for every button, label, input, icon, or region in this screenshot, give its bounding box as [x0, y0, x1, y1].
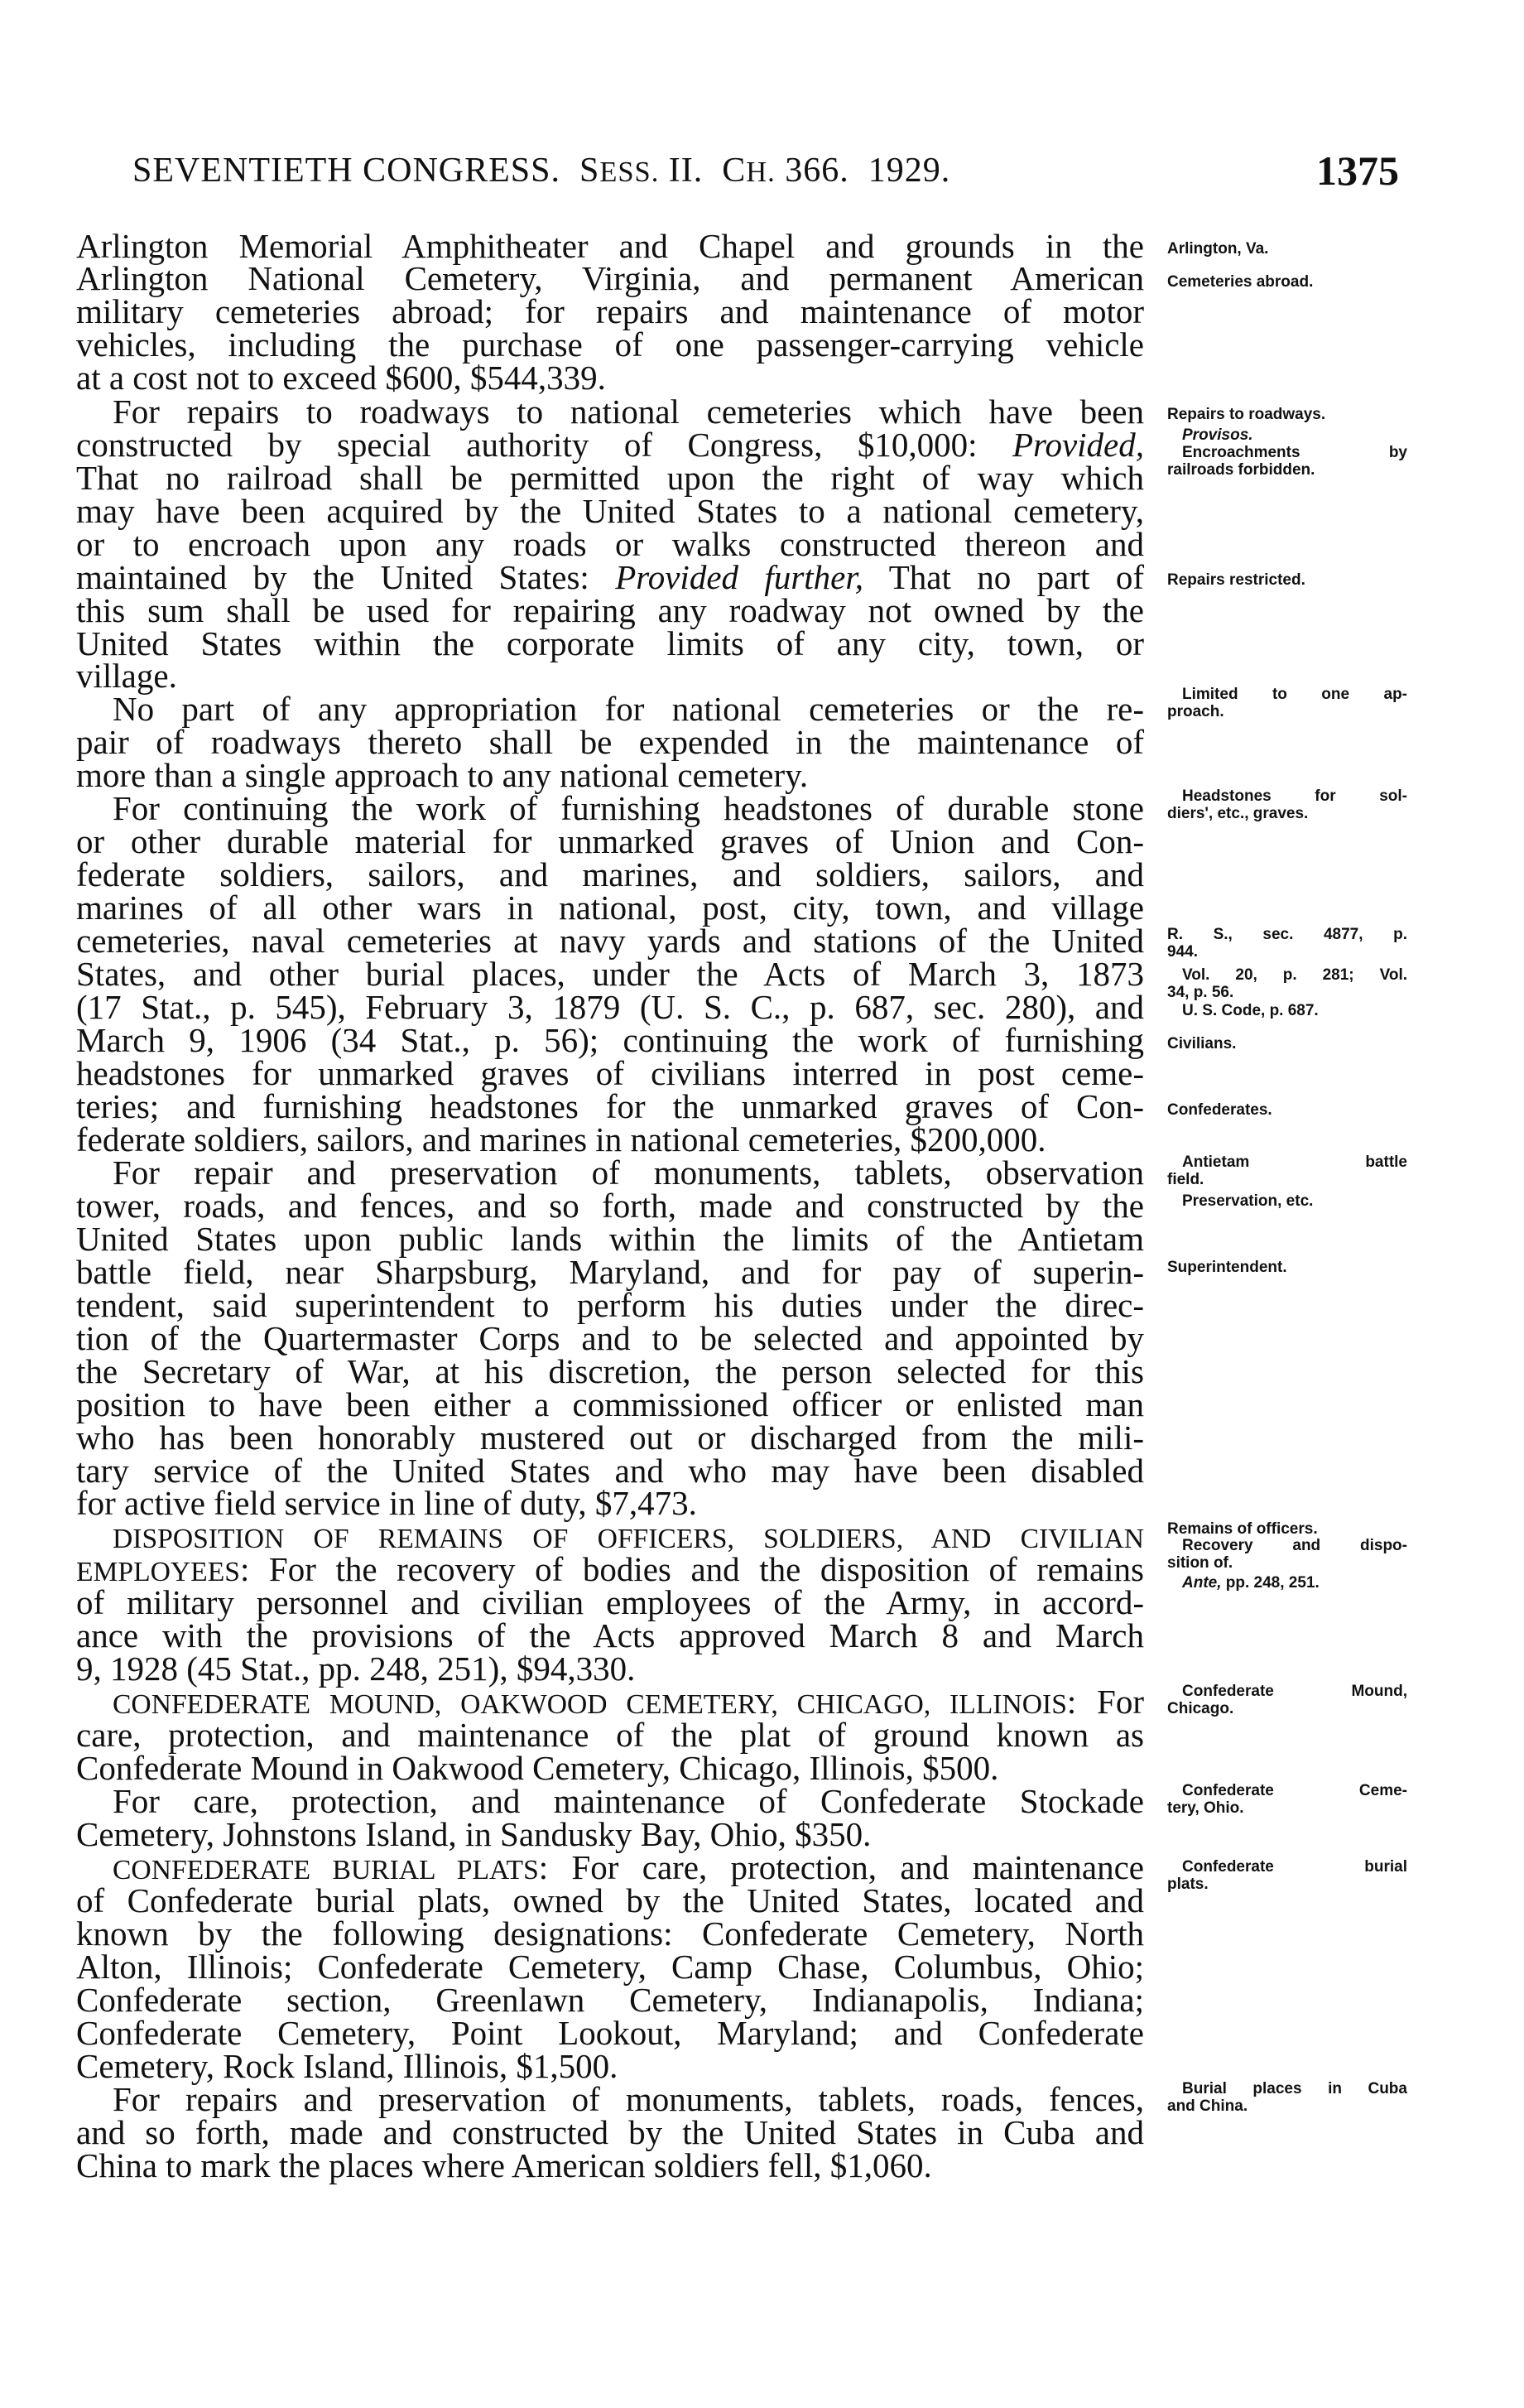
- text-line: Arlington Memorial Amphitheater and Chapel and grounds in the: [76, 227, 1144, 265]
- header-citation: [132, 146, 950, 197]
- text-line: and so forth, made and constructed by the United States in Cuba and: [76, 2113, 1144, 2151]
- text-line: CONFEDERATE MOUND, OAKWOOD CEMETERY, CHICAGO, ILLINOIS: For: [113, 1683, 1144, 1721]
- text-line: 9, 1928 (45 Stat., pp. 248, 251), $94,330.: [76, 1649, 636, 1688]
- section-heading: CONFEDERATE BURIAL PLATS: [113, 1855, 539, 1885]
- session-label: SESS.: [579, 152, 660, 190]
- text-line: Cemetery, Johnstons Island, in Sandusky Bay, Ohio, $350.: [76, 1815, 872, 1853]
- margin-note: Confederate Ceme-: [1182, 1782, 1407, 1799]
- section-heading: EMPLOYEES: [76, 1557, 240, 1587]
- text-line: For repairs and preservation of monuments, tablets, roads, fences,: [113, 2080, 1144, 2118]
- margin-note: Chicago.: [1167, 1700, 1234, 1717]
- margin-note: Preservation, etc.: [1182, 1192, 1314, 1210]
- text-line: China to mark the places where American soldiers fell, $1,060.: [76, 2146, 932, 2184]
- text-line: tendent, said superintendent to perform his duties under the direc-: [76, 1286, 1144, 1324]
- margin-note: diers', etc., graves.: [1167, 805, 1309, 822]
- text-line: federate soldiers, sailors, and marines in national cemeteries, $200,000.: [76, 1120, 1046, 1158]
- text-line: maintained by the United States: Provided further, That no part of: [76, 558, 1144, 596]
- text-line: That no railroad shall be permitted upon the right of way which: [76, 459, 1144, 497]
- margin-note: sition of.: [1167, 1554, 1233, 1572]
- text-line: teries; and furnishing headstones for the unmarked graves of Con-: [76, 1087, 1144, 1125]
- margin-note: Confederate Mound,: [1182, 1683, 1407, 1700]
- text-line: the Secretary of War, at his discretion, the person selected for this: [76, 1352, 1144, 1390]
- proviso-italic: Provided further,: [615, 558, 864, 596]
- text-line: federate soldiers, sailors, and marines, and soldiers, sailors, and: [76, 855, 1144, 893]
- text-line: care, protection, and maintenance of the plat of ground known as: [76, 1716, 1144, 1754]
- margin-note: 34, p. 56.: [1167, 984, 1234, 1001]
- text-line: No part of any appropriation for national cemeteries or the re-: [113, 690, 1144, 728]
- margin-note: Superintendent.: [1167, 1259, 1287, 1276]
- text-line: pair of roadways thereto shall be expended in the maintenance of: [76, 723, 1144, 761]
- text-line: cemeteries, naval cemeteries at navy yards and stations of the United: [76, 922, 1144, 960]
- year: 1929.: [868, 152, 951, 190]
- text-line: may have been acquired by the United States to a national cemetery,: [76, 492, 1144, 530]
- margin-note: Confederate burial: [1182, 1858, 1407, 1876]
- margin-note: proach.: [1167, 703, 1224, 720]
- text-line: battle field, near Sharpsburg, Maryland, and for pay of superin-: [76, 1253, 1144, 1291]
- margin-note: and China.: [1167, 2097, 1248, 2115]
- text-line: Confederate Cemetery, Point Lookout, Maryland; and Confederate: [76, 2014, 1144, 2052]
- text-line: tower, roads, and fences, and so forth, made and constructed by the: [76, 1187, 1144, 1225]
- section-heading: CONFEDERATE MOUND, OAKWOOD CEMETERY, CHICAGO, ILLINOIS: [113, 1689, 1067, 1720]
- margin-note: Antietam battle: [1182, 1153, 1407, 1171]
- text-line: position to have been either a commissioned officer or enlisted man: [76, 1385, 1144, 1423]
- margin-note: Arlington, Va.: [1167, 240, 1269, 258]
- text-line: more than a single approach to any national cemetery.: [76, 756, 809, 794]
- margin-note: Confederates.: [1167, 1101, 1272, 1119]
- margin-note: Headstones for sol-: [1182, 787, 1407, 805]
- text-line: at a cost not to exceed $600, $544,339.: [76, 359, 606, 397]
- text-line: Arlington National Cemetery, Virginia, and permanent American: [76, 259, 1144, 297]
- text-line: For continuing the work of furnishing headstones of durable stone: [113, 789, 1144, 827]
- text-line: United States upon public lands within the limits of the Antietam: [76, 1220, 1144, 1258]
- session-number: II.: [668, 152, 704, 190]
- margin-note: Remains of officers.: [1167, 1520, 1318, 1538]
- text-line: ance with the provisions of the Acts approved March 8 and March: [76, 1616, 1144, 1654]
- text-line: known by the following designations: Confederate Cemetery, North: [76, 1914, 1144, 1953]
- margin-note: tery, Ohio.: [1167, 1799, 1244, 1817]
- chapter-number: 366.: [785, 152, 849, 190]
- margin-note: Encroachments by: [1182, 444, 1407, 461]
- page-number: 1375: [1316, 147, 1399, 194]
- margin-note: Cemeteries abroad.: [1167, 273, 1314, 291]
- text-line: United States within the corporate limits of any city, town, or: [76, 624, 1144, 662]
- proviso-italic: Provided,: [1012, 426, 1144, 464]
- text-line: village.: [76, 657, 177, 695]
- text-line: (17 Stat., p. 545), February 3, 1879 (U. S. C., p. 687, sec. 280), and: [76, 988, 1144, 1026]
- text-line: military cemeteries abroad; for repairs and maintenance of motor: [76, 292, 1144, 330]
- text-line: Confederate section, Greenlawn Cemetery, Indianapolis, Indiana;: [76, 1981, 1144, 2019]
- margin-note: plats.: [1167, 1876, 1209, 1893]
- margin-note: Civilians.: [1167, 1035, 1237, 1052]
- section-heading-line: DISPOSITION OF REMAINS OF OFFICERS, SOLDIERS, AND CIVILIAN: [113, 1524, 1144, 1554]
- text-line: Confederate Mound in Oakwood Cemetery, Chicago, Illinois, $500.: [76, 1749, 999, 1787]
- text-line: vehicles, including the purchase of one passenger-carrying vehicle: [76, 325, 1144, 364]
- margin-note: railroads forbidden.: [1167, 461, 1315, 479]
- margin-note: Ante, pp. 248, 251.: [1182, 1574, 1320, 1592]
- text-line: who has been honorably mustered out or discharged from the mili-: [76, 1418, 1144, 1457]
- text-line: of military personnel and civilian employees of the Army, in accord-: [76, 1583, 1144, 1621]
- margin-note: Vol. 20, p. 281; Vol.: [1182, 966, 1407, 984]
- text-line: for active field service in line of duty, $7,473.: [76, 1484, 697, 1522]
- text-line: Cemetery, Rock Island, Illinois, $1,500.: [76, 2047, 618, 2085]
- margin-note: Burial places in Cuba: [1182, 2080, 1407, 2097]
- text-line: For repair and preservation of monuments, tablets, observation: [113, 1153, 1144, 1192]
- text-line: of Confederate burial plats, owned by the United States, located and: [76, 1881, 1144, 1919]
- text-line: EMPLOYEES: For the recovery of bodies and the disposition of remains: [76, 1550, 1144, 1588]
- text-line: marines of all other wars in national, post, city, town, and village: [76, 889, 1144, 927]
- congress-title: SEVENTIETH CONGRESS.: [132, 152, 561, 190]
- text-line: this sum shall be used for repairing any roadway not owned by the: [76, 591, 1144, 629]
- text-line: tary service of the United States and who may have been disabled: [76, 1452, 1144, 1490]
- margin-note: 944.: [1167, 943, 1198, 961]
- text-line: headstones for unmarked graves of civilians interred in post ceme-: [76, 1054, 1144, 1092]
- text-line: or to encroach upon any roads or walks constructed thereon and: [76, 525, 1144, 563]
- margin-note: Provisos.: [1182, 426, 1253, 444]
- text-line: tion of the Quartermaster Corps and to be selected and appointed by: [76, 1319, 1144, 1357]
- margin-note: field.: [1167, 1171, 1204, 1188]
- margin-note: U. S. Code, p. 687.: [1182, 1002, 1319, 1019]
- margin-note: R. S., sec. 4877, p.: [1167, 926, 1407, 943]
- text-line: or other durable material for unmarked graves of Union and Con-: [76, 822, 1144, 860]
- text-line: CONFEDERATE BURIAL PLATS: For care, protection, and maintenance: [113, 1848, 1144, 1886]
- margin-note: Repairs restricted.: [1167, 571, 1305, 589]
- text-line: constructed by special authority of Congress, $10,000: Provided,: [76, 426, 1144, 464]
- text-line: March 9, 1906 (34 Stat., p. 56); continuing the work of furnishing: [76, 1021, 1144, 1059]
- text-line: For repairs to roadways to national cemeteries which have been: [113, 393, 1144, 431]
- chapter-label: CH.: [722, 152, 776, 190]
- margin-note: Recovery and dispo-: [1182, 1537, 1407, 1554]
- text-line: Alton, Illinois; Confederate Cemetery, Camp Chase, Columbus, Ohio;: [76, 1948, 1144, 1986]
- margin-note: Repairs to roadways.: [1167, 406, 1326, 423]
- margin-note: Limited to one ap-: [1182, 686, 1407, 703]
- text-line: For care, protection, and maintenance of Confederate Stockade: [113, 1782, 1144, 1820]
- running-header: [132, 146, 1399, 195]
- text-line: States, and other burial places, under the Acts of March 3, 1873: [76, 955, 1144, 993]
